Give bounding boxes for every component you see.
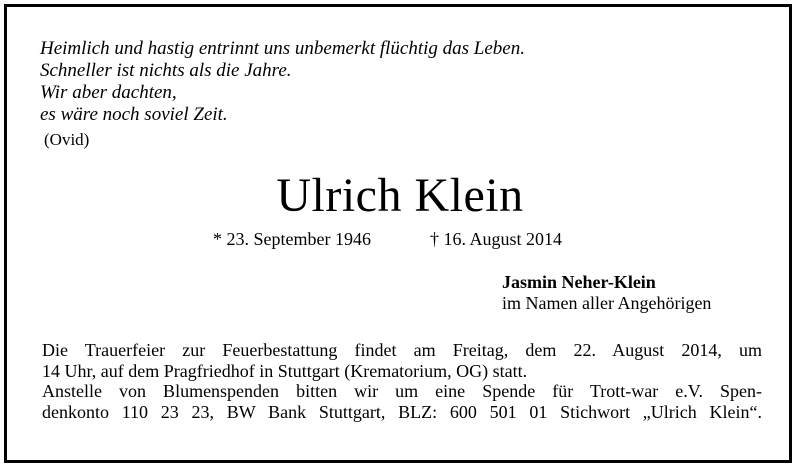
birth-date: * 23. September 1946 [213,229,371,249]
poem-line: es wäre noch soviel Zeit. [40,104,228,125]
poem-line: Schneller ist nichts als die Jahre. [40,60,292,81]
notice-line: Die Trauerfeier zur Feuerbestattung findet am Freitag, dem 22. August 2014, um [42,340,762,360]
death-date: † 16. August 2014 [430,229,563,249]
signer-role: im Namen aller Angehörigen [502,293,712,313]
notice-line: denkonto 110 23 23, BW Bank Stuttgart, BLZ: 600 501 01 Stichwort „Ulrich Klein“. [42,401,762,422]
notice-line: Anstelle von Blumenspenden bitten wir um eine Spende für Trott-war e.V. Spen- [42,381,762,401]
funeral-notice-text [42,340,762,422]
signer-block [502,272,711,314]
signer-name: Jasmin Neher-Klein [502,272,656,292]
poem-line: Wir aber dachten, [40,82,177,103]
notice-line: 14 Uhr, auf dem Pragfriedhof in Stuttgart (Krematorium, OG) statt. [42,360,528,381]
poem-author: (Ovid) [44,130,90,149]
deceased-name: Ulrich Klein [276,169,524,222]
poem-line: Heimlich und hastig entrinnt uns unbemerkt flüchtig das Leben. [40,38,525,59]
poem [40,38,525,126]
